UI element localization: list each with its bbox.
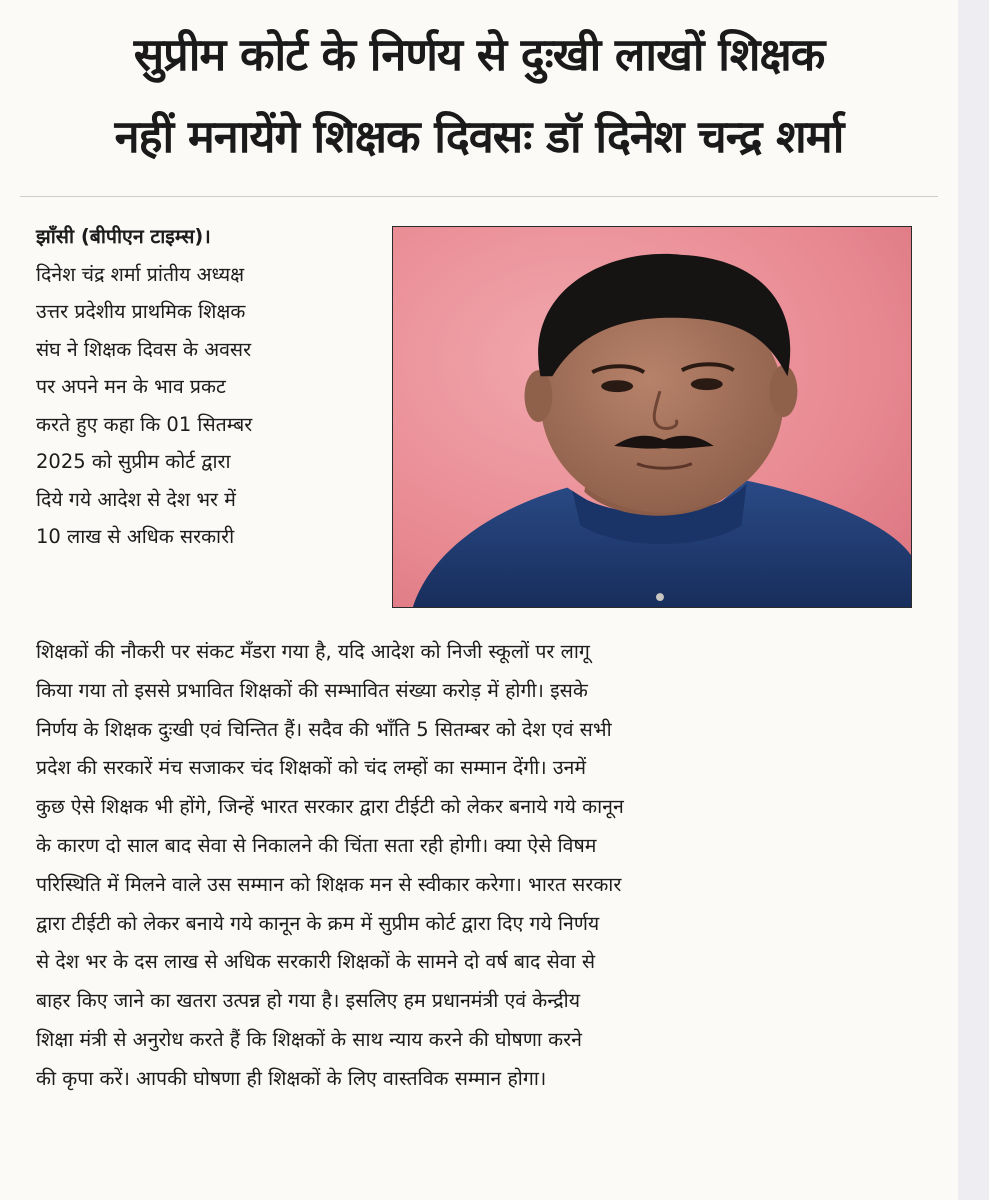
article-line: कुछ ऐसे शिक्षक भी होंगे, जिन्हें भारत सरकार द्वारा टीईटी को लेकर बनाये गये कानून <box>36 795 624 819</box>
headline-line-2: नहीं मनायेंगे शिक्षक दिवसः डॉ दिनेश चन्द्र शर्मा <box>114 110 844 163</box>
article-line: शिक्षा मंत्री से अनुरोध करते हैं कि शिक्षकों के साथ न्याय करने की घोषणा करने <box>36 1027 582 1051</box>
article-line: दिनेश चंद्र शर्मा प्रांतीय अध्यक्ष <box>36 262 245 286</box>
article-line: द्वारा टीईटी को लेकर बनाये गये कानून के क्रम में सुप्रीम कोर्ट द्वारा दिए गये निर्णय <box>36 911 600 935</box>
article-line: 2025 को सुप्रीम कोर्ट द्वारा <box>36 450 231 473</box>
right-eye <box>691 378 723 390</box>
article-dateline: झाँसी (बीपीएन टाइम्स)। <box>36 225 211 248</box>
portrait-photo <box>392 226 912 608</box>
article-line: शिक्षकों की नौकरी पर संकट मँडरा गया है, यदि आदेश को निजी स्कूलों पर लागू <box>36 640 590 663</box>
left-eye <box>601 380 633 392</box>
portrait-illustration <box>393 227 911 607</box>
jacket-button <box>656 593 664 601</box>
right-edge-strip <box>958 0 989 1200</box>
article-line: निर्णय के शिक्षक दुःखी एवं चिन्तित हैं। सदैव की भाँति 5 सितम्बर को देश एवं सभी <box>36 717 612 741</box>
headline <box>20 14 938 178</box>
article-line: किया गया तो इससे प्रभावित शिक्षकों की सम्भावित संख्या करोड़ में होगी। इसके <box>36 678 588 702</box>
article-narrow-column <box>36 218 376 556</box>
article-line: दिये गये आदेश से देश भर में <box>36 487 236 511</box>
article-line: परिस्थिति में मिलने वाले उस सम्मान को शिक्षक मन से स्वीकार करेगा। भारत सरकार <box>36 872 622 896</box>
headline-line-1: सुप्रीम कोर्ट के निर्णय से दुःखी लाखों शिक्षक <box>133 28 825 81</box>
article-full-width-text <box>36 633 936 1099</box>
article-line: प्रदेश की सरकारें मंच सजाकर चंद शिक्षकों को चंद लम्हों का सम्मान देंगी। उनमें <box>36 756 587 780</box>
article-line: 10 लाख से अधिक सरकारी <box>36 525 235 548</box>
headline-divider <box>20 196 938 197</box>
article-line: करते हुए कहा कि 01 सितम्बर <box>36 412 253 436</box>
article-line: पर अपने मन के भाव प्रकट <box>36 375 226 398</box>
article-line: संघ ने शिक्षक दिवस के अवसर <box>36 337 252 361</box>
left-ear <box>524 370 552 422</box>
article-line: की कृपा करें। आपकी घोषणा ही शिक्षकों के लिए वास्तविक सम्मान होगा। <box>36 1066 547 1090</box>
article-line: से देश भर के दस लाख से अधिक सरकारी शिक्षकों के सामने दो वर्ष बाद सेवा से <box>36 950 596 974</box>
right-ear <box>770 365 798 417</box>
article-line: के कारण दो साल बाद सेवा से निकालने की चिंता सता रही होगी। क्या ऐसे विषम <box>36 833 597 857</box>
article-line: बाहर किए जाने का खतरा उत्पन्न हो गया है। इसलिए हम प्रधानमंत्री एवं केन्द्रीय <box>36 989 581 1013</box>
article-line: उत्तर प्रदेशीय प्राथमिक शिक्षक <box>36 300 246 323</box>
